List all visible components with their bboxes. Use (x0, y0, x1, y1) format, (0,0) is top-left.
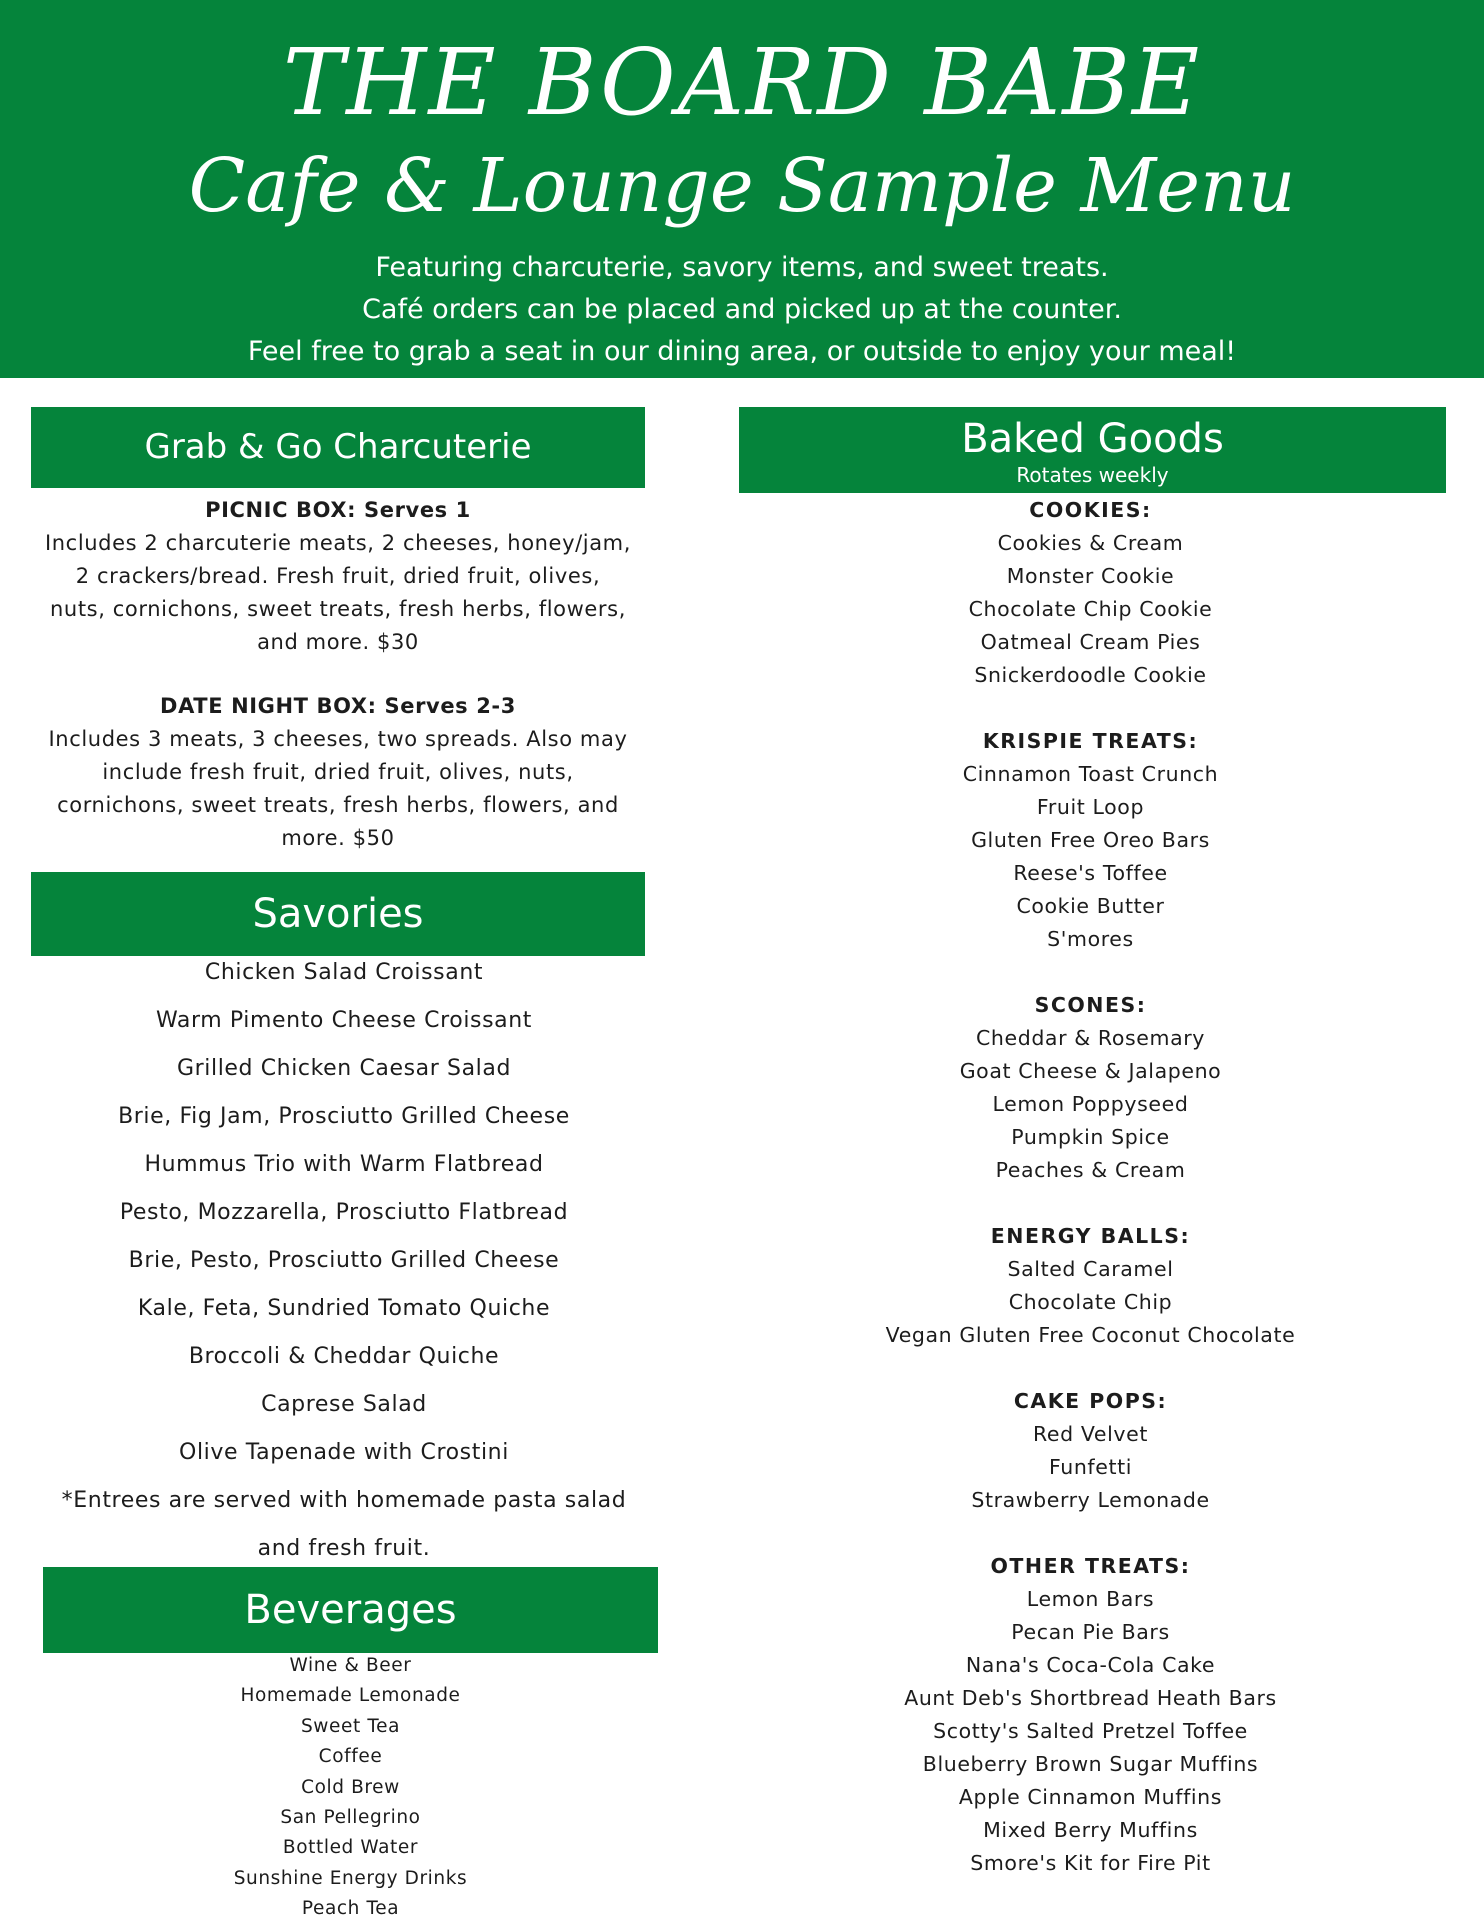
tagline-line: Featuring charcuterie, savory items, and sweet treats. (375, 252, 1109, 283)
menu-subtitle: Cafe & Lounge Sample Menu (188, 143, 1296, 229)
list-item: Hummus Trio with Warm Flatbread (144, 1152, 544, 1177)
section-title: OTHER TREATS: (990, 1554, 1191, 1578)
list-item: Aunt Deb's Shortbread Heath Bars (904, 1686, 1277, 1710)
list-item: Chicken Salad Croissant (204, 960, 484, 985)
savories-list (31, 949, 657, 1573)
list-item: Cookie Butter (1016, 894, 1165, 918)
savories-heading-band (31, 872, 645, 956)
section-title: SCONES: (1034, 993, 1147, 1017)
beverages-list (43, 1651, 658, 1925)
list-item: Strawberry Lemonade (971, 1488, 1210, 1512)
section-spacer (739, 1352, 1442, 1385)
baked-goods-heading: Baked Goods (961, 416, 1224, 462)
section-title: ENERGY BALLS: (990, 1224, 1191, 1248)
list-item: Grilled Chicken Caesar Salad (176, 1056, 512, 1081)
description-line: more. $50 (281, 826, 395, 850)
description-line: nuts, cornichons, sweet treats, fresh herbs, flowers, (50, 597, 626, 621)
list-item: Sunshine Energy Drinks (233, 1867, 468, 1889)
list-item: Peaches & Cream (995, 1158, 1186, 1182)
list-item: Brie, Pesto, Prosciutto Grilled Cheese (128, 1248, 560, 1273)
savories-note-line: and fresh fruit. (257, 1536, 431, 1561)
description-line: Includes 2 charcuterie meats, 2 cheeses, honey/jam, (44, 531, 632, 555)
list-item: Brie, Fig Jam, Prosciutto Grilled Cheese (118, 1104, 570, 1129)
list-item: Vegan Gluten Free Coconut Chocolate (885, 1323, 1296, 1347)
list-item: S'mores (1047, 927, 1134, 951)
list-item: Blueberry Brown Sugar Muffins (922, 1752, 1259, 1776)
list-item: Cinnamon Toast Crunch (962, 762, 1219, 786)
list-item: Salted Caramel (1007, 1257, 1174, 1281)
section-spacer (739, 1187, 1442, 1220)
section-title: COOKIES: (1029, 498, 1152, 522)
list-item: Warm Pimento Cheese Croissant (155, 1008, 533, 1033)
date-night-box-title: DATE NIGHT BOX: Serves 2-3 (160, 694, 516, 718)
picnic-box-title: PICNIC BOX: Serves 1 (205, 498, 471, 522)
menu-header (0, 0, 1484, 378)
list-item: Cheddar & Rosemary (975, 1026, 1205, 1050)
description-line: Includes 3 meats, 3 cheeses, two spreads. Also may (48, 727, 628, 751)
list-item: Oatmeal Cream Pies (980, 630, 1201, 654)
list-item: San Pellegrino (280, 1806, 421, 1828)
list-item: Mixed Berry Muffins (983, 1818, 1198, 1842)
picnic-box-description (31, 494, 645, 659)
section-title: KRISPIE TREATS: (982, 729, 1199, 753)
list-item: Cold Brew (301, 1776, 400, 1798)
section-spacer (739, 1517, 1442, 1550)
description-line: 2 crackers/bread. Fresh fruit, dried fruit, olives, (75, 564, 601, 588)
list-item: Lemon Poppyseed (992, 1092, 1189, 1116)
beverages-heading: Beverages (244, 1587, 457, 1633)
list-item: Reese's Toffee (1013, 861, 1168, 885)
baked-goods-heading-band (739, 407, 1446, 493)
list-item: Lemon Bars (1026, 1587, 1155, 1611)
list-item: Kale, Feta, Sundried Tomato Quiche (137, 1296, 551, 1321)
list-item: Monster Cookie (1006, 564, 1175, 588)
description-line: and more. $30 (257, 630, 419, 654)
baked-goods-subheading: Rotates weekly (1016, 463, 1169, 487)
section-spacer (739, 956, 1442, 989)
list-item: Homemade Lemonade (240, 1685, 461, 1707)
list-item: Smore's Kit for Fire Pit (970, 1851, 1211, 1875)
list-item: Pumpkin Spice (1011, 1125, 1170, 1149)
baked-goods-list (739, 494, 1442, 1880)
list-item: Chocolate Chip Cookie (968, 597, 1213, 621)
description-line: cornichons, sweet treats, fresh herbs, flowers, and (57, 793, 619, 817)
list-item: Pecan Pie Bars (1011, 1620, 1170, 1644)
savories-heading: Savories (252, 891, 424, 937)
tagline-line: Feel free to grab a seat in our dining area, or outside to enjoy your meal! (247, 336, 1237, 367)
list-item: Peach Tea (301, 1898, 400, 1920)
list-item: Coffee (318, 1746, 383, 1768)
list-item: Chocolate Chip (1008, 1290, 1173, 1314)
list-item: Goat Cheese & Jalapeno (959, 1059, 1222, 1083)
section-spacer (739, 692, 1442, 725)
list-item: Fruit Loop (1036, 795, 1145, 819)
charcuterie-heading-band (31, 407, 645, 488)
savories-note-line: *Entrees are served with homemade pasta salad (61, 1488, 627, 1513)
list-item: Red Velvet (1033, 1422, 1148, 1446)
beverages-heading-band (43, 1567, 658, 1653)
tagline-line: Café orders can be placed and picked up at the counter. (362, 294, 1122, 325)
list-item: Apple Cinnamon Muffins (958, 1785, 1223, 1809)
list-item: Nana's Coca-Cola Cake (965, 1653, 1216, 1677)
section-title: CAKE POPS: (1013, 1389, 1168, 1413)
list-item: Snickerdoodle Cookie (974, 663, 1207, 687)
list-item: Broccoli & Cheddar Quiche (188, 1344, 500, 1369)
date-night-box-description (31, 690, 645, 855)
list-item: Olive Tapenade with Crostini (179, 1440, 509, 1465)
list-item: Bottled Water (282, 1837, 419, 1859)
list-item: Wine & Beer (289, 1655, 412, 1676)
list-item: Sweet Tea (300, 1715, 401, 1737)
charcuterie-heading: Grab & Go Charcuterie (144, 427, 532, 467)
list-item: Gluten Free Oreo Bars (971, 828, 1210, 852)
list-item: Scotty's Salted Pretzel Toffee (933, 1719, 1248, 1743)
menu-title: THE BOARD BABE (282, 29, 1202, 136)
list-item: Caprese Salad (261, 1392, 427, 1417)
description-line: include fresh fruit, dried fruit, olives, nuts, (102, 760, 574, 784)
list-item: Funfetti (1048, 1455, 1133, 1479)
list-item: Pesto, Mozzarella, Prosciutto Flatbread (119, 1200, 569, 1225)
list-item: Cookies & Cream (997, 531, 1184, 555)
